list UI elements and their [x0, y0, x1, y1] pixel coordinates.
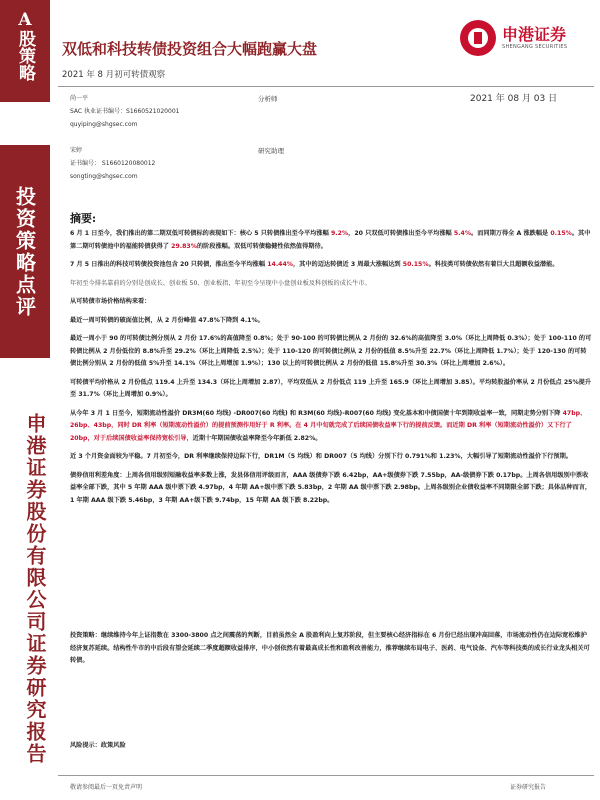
- analyst-name: 尚一平: [70, 95, 89, 102]
- paragraph: 7 月 5 日推出的科技可转债投资池包含 20 只转债，推出至今平均涨幅 14.44%，其中的迈达转债近 3 周最大涨幅达到 50.15%。科技类可转债依然有着巨大且超额收益潜能。: [70, 261, 559, 268]
- header-divider: [58, 86, 594, 87]
- footer-divider: [58, 775, 594, 776]
- footer-disclaimer: 敬请参阅最后一页免责声明: [70, 784, 143, 791]
- summary-body: [70, 228, 592, 513]
- logo-icon: [460, 20, 496, 56]
- paragraph: 6 月 1 日至今，我们推出的第二期双低可转债标的表现如下：核心 5 只转债推出至今平均涨幅 9.2%，20 只双低可转债推出至今平均涨幅 5.4%。而同期万得全 A 涨跌幅是 0.15%。其中第二期可转债池中的福能转债获得了 29.83%的阶段涨幅。双低可转债稳健性依然值得期待。: [70, 230, 591, 250]
- paragraph: 债券信用利差角度：上周各信用级别短融收益率多数上涨，发县体信用评级而言，AAA 级债券下跌 6.42bp，AA+级债券下跌 7.55bp，AA-级债券下跌 0.17bp。上周各信用级别中票收益率全部下跌，其中 5 年期 AAA 级中票下跌 4.97bp，4 年期 AA+级中票下跌 5.83bp，2 年期 AA 级中票下跌 2.98bp。上周各级别企业债收益率不同期限全部下跌；具体品种而言，1 年期 AAA 级下跌 5.46bp，3 年期 AA+级下跌 9.74bp，15 年期 AA 级下跌 8.22bp。: [70, 471, 592, 504]
- analyst-email[interactable]: songting@shgsec.com: [70, 173, 138, 180]
- sidebar-top-label: A股策略: [0, 0, 50, 102]
- analyst-role: 分析师: [258, 95, 278, 103]
- paragraph: 从今年 3 月 1 日至今，短期流动性溢价 DR3M(60 均线) -DR007(60 均线) 和 R3M(60 均线)-R007(60 均线) 变化基本和中债国债十年到期收益率一致，同期走势分别下降 47bp、26bp、43bp，同时 DR 利率（短期流动性溢价）的提前预测作用好于 R 利率。在 4 月中旬就完成了后续国债收益率下行的提前反馈。而近期 DR 利率（短期流动性溢价）又下行了 20bp，对于后续国债收益率保持宽松引导，近期十年期国债收益率降至今年新低 2.82%。: [70, 409, 587, 442]
- report-title: 双低和科技转债投资组合大幅跑赢大盘: [62, 40, 318, 58]
- paragraph: 投资策略：继续维持今年上证指数在 3300-3800 点之间震荡的判断，目前虽然全 A 股盈利向上复苏阶段，但主要核心经济指标在 6 月份已经出现冲高回落，市场流动性仍在边际宽松维护经济复苏延续。结构性牛市的中后段有望会延续二季度超额收益排序，中小创依然有着最高成长性和盈利改善能力，推荐继续布局电子、医药、电气设备、汽车等科技类的成长行业龙头相关可转债。: [70, 632, 590, 664]
- analyst-role: 研究助理: [258, 147, 284, 155]
- logo-text-cn: 申港证券: [502, 25, 567, 44]
- analyst-cert: SAC 执业证书编号：S1660521020001: [70, 108, 180, 115]
- report-date: 2021 年 08 月 03 日: [470, 94, 558, 104]
- analyst-name: 宋婷: [70, 147, 83, 154]
- analyst-cert: 证书编号： S1660120080012: [70, 160, 156, 167]
- sidebar-bottom-label: 申港证券股份有限公司证券研究报告: [23, 413, 47, 765]
- logo-text-en: SHENGANG SECURITIES: [502, 44, 568, 50]
- paragraph: 从可转债市场价格结构来看：: [70, 298, 151, 305]
- summary-heading: 摘要:: [70, 212, 97, 225]
- risk-note: 风险提示：政策风险: [70, 742, 126, 749]
- analyst-block-2: [70, 144, 155, 183]
- paragraph: 近 3 个月资金面较为平稳。7 月初至今，DR 利率继续保持边际下行，DR1M（5 均线）和 DR007（5 均线）分别下行 0.791%和 1.23%，大幅引导了短期流动性溢价下行预期。: [70, 453, 572, 460]
- company-logo: [460, 20, 567, 56]
- paragraph: 可转债平均价格从 2 月份低点 119.4 上升至 134.3（环比上周增加 2.87），平均双低从 2 月份低点 119 上升至 165.9（环比上周增加 3.85）。平均转股溢价率从 2 月份低点 25%提升至 31.7%（环比上周增加 0.9%）。: [70, 378, 592, 398]
- report-subtitle: 2021 年 8 月初可转债观察: [62, 70, 166, 80]
- analyst-block-1: [70, 92, 179, 131]
- sidebar-mid-label: 投资策略点评: [0, 145, 50, 358]
- analyst-email[interactable]: quyiping@shgsec.com: [70, 121, 138, 128]
- footer-label: 证券研究报告: [510, 784, 547, 791]
- strategy-body: [70, 630, 592, 674]
- risk-body: [70, 740, 592, 759]
- paragraph: 年初至今排名靠前的分别是创成长、创业板 50、创业板指，年初至今呈现中小盘创业板及科创板的成长牛市。: [70, 279, 371, 287]
- paragraph: 最近一周小于 90 的可转债比例分别从 2 月份 17.6%的高值降至 0.8%；处于 90-100 的可转债比例从 2 月份的 32.6%的高值降至 3.0%（环比上周降低 0.3%）；处于 100-110 的可转债比例从 2 月份低位的 8.8%升至 29.2%（环比上周降低 2.5%）；处于 110-120 的可转债比例从 2 月份的低值 8.5%升至 22.7%（环比上周降低 1.7%）；处于 120-130 的可转债比例分别从 2 月份的低值 5%升至 14.1%（环比上周增加 1.9%）；130 以上的可转债比例从 2 月份的低值 15.8%升至 30.3%（环比上周增加 2.6%）。: [70, 335, 592, 367]
- paragraph: 最近一周可转债的破面值比例，从 2 月份峰值 47.8%下降到 4.1%。: [70, 316, 264, 324]
